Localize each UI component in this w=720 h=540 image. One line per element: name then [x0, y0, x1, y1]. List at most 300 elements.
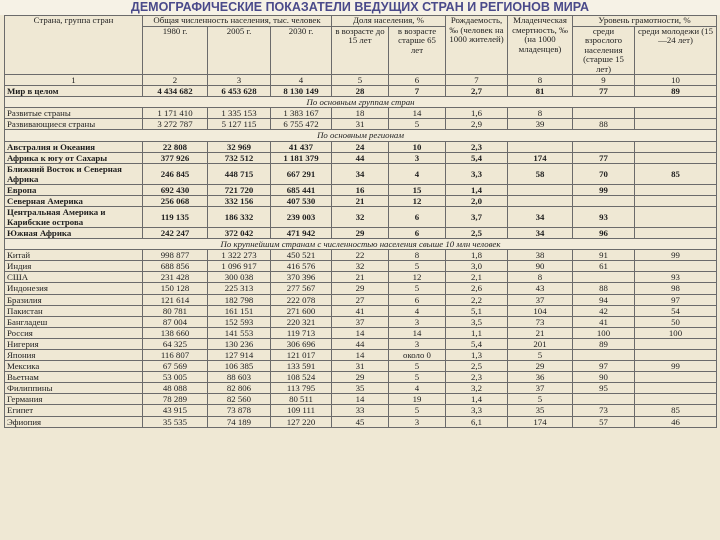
table-cell: 5: [508, 394, 573, 405]
table-cell: 89: [573, 338, 635, 349]
row-label: Египет: [5, 405, 143, 416]
table-cell: 12: [389, 195, 446, 206]
table-row: [5, 294, 717, 305]
table-cell: 21: [508, 327, 573, 338]
table-cell: 5: [508, 349, 573, 360]
table-cell: 4: [389, 163, 446, 184]
table-cell: [508, 195, 573, 206]
table-row: [5, 227, 717, 238]
table-cell: 33: [332, 405, 389, 416]
table-cell: [635, 141, 717, 152]
table-row: [5, 349, 717, 360]
table-cell: 377 926: [143, 152, 208, 163]
table-row: [5, 152, 717, 163]
table-cell: 239 003: [271, 206, 332, 227]
table-cell: 732 512: [208, 152, 271, 163]
header-birth-rate: Рождаемость, ‰ (человек на 1000 жителей): [446, 16, 508, 75]
row-label: Развитые страны: [5, 108, 143, 119]
column-number: 10: [635, 75, 717, 86]
header-row: [5, 16, 717, 27]
table-row: [5, 206, 717, 227]
table-row: [5, 141, 717, 152]
table-cell: 19: [389, 394, 446, 405]
section-row: [5, 97, 717, 108]
table-cell: 2,3: [446, 372, 508, 383]
table-cell: [573, 108, 635, 119]
table-cell: 231 428: [143, 272, 208, 283]
row-label: Африка к югу от Сахары: [5, 152, 143, 163]
section-row: [5, 130, 717, 141]
table-row: [5, 283, 717, 294]
table-cell: 31: [332, 361, 389, 372]
row-label: Китай: [5, 250, 143, 261]
table-cell: 416 576: [271, 261, 332, 272]
table-cell: 96: [573, 227, 635, 238]
table-cell: 4: [389, 305, 446, 316]
table-cell: 10: [389, 141, 446, 152]
table-cell: 5: [389, 283, 446, 294]
table-cell: 53 005: [143, 372, 208, 383]
table-cell: 100: [635, 327, 717, 338]
table-cell: 29: [332, 283, 389, 294]
table-cell: 2,5: [446, 361, 508, 372]
table-cell: 6 755 472: [271, 119, 332, 130]
table-cell: 688 856: [143, 261, 208, 272]
table-cell: 1,4: [446, 394, 508, 405]
table-cell: 161 151: [208, 305, 271, 316]
table-row: [5, 305, 717, 316]
column-number-row: [5, 75, 717, 86]
table-cell: [573, 195, 635, 206]
column-number: 1: [5, 75, 143, 86]
table-cell: 8: [508, 272, 573, 283]
table-cell: 22: [332, 250, 389, 261]
table-cell: 46: [635, 416, 717, 427]
table-cell: 14: [332, 327, 389, 338]
table-cell: 186 332: [208, 206, 271, 227]
table-cell: 73: [508, 316, 573, 327]
header-literacy: Уровень грамотности, %: [573, 16, 717, 27]
column-number: 5: [332, 75, 389, 86]
row-label: Европа: [5, 184, 143, 195]
table-cell: 67 569: [143, 361, 208, 372]
table-cell: 14: [332, 394, 389, 405]
table-cell: 61: [573, 261, 635, 272]
table-cell: 22 808: [143, 141, 208, 152]
table-cell: 5,4: [446, 338, 508, 349]
table-cell: 3 272 787: [143, 119, 208, 130]
table-cell: 407 530: [271, 195, 332, 206]
header-1980: 1980 г.: [143, 26, 208, 75]
table-cell: [635, 119, 717, 130]
header-2030: 2030 г.: [271, 26, 332, 75]
table-cell: 88 603: [208, 372, 271, 383]
table-cell: 104: [508, 305, 573, 316]
table-cell: 1,8: [446, 250, 508, 261]
table-cell: 8: [508, 108, 573, 119]
table-cell: 38: [508, 250, 573, 261]
table-cell: 97: [635, 294, 717, 305]
table-cell: 5,1: [446, 305, 508, 316]
table-cell: 29: [332, 372, 389, 383]
table-cell: 90: [573, 372, 635, 383]
table-cell: 113 795: [271, 383, 332, 394]
row-label: Южная Африка: [5, 227, 143, 238]
table-cell: 14: [389, 327, 446, 338]
table-row: [5, 272, 717, 283]
table-cell: 174: [508, 416, 573, 427]
table-cell: 89: [635, 86, 717, 97]
table-cell: 2,2: [446, 294, 508, 305]
table-cell: 41 437: [271, 141, 332, 152]
row-label: Россия: [5, 327, 143, 338]
table-cell: 4: [389, 383, 446, 394]
row-label: Бразилия: [5, 294, 143, 305]
table-cell: [635, 372, 717, 383]
row-label: Германия: [5, 394, 143, 405]
table-cell: 95: [573, 383, 635, 394]
table-cell: 2,1: [446, 272, 508, 283]
table-cell: 34: [332, 163, 389, 184]
table-cell: 106 385: [208, 361, 271, 372]
table-cell: 152 593: [208, 316, 271, 327]
table-cell: 300 038: [208, 272, 271, 283]
table-cell: 35 535: [143, 416, 208, 427]
table-row: [5, 195, 717, 206]
table-cell: 29: [508, 361, 573, 372]
table-row: [5, 316, 717, 327]
table-cell: 100: [573, 327, 635, 338]
table-cell: 2,9: [446, 119, 508, 130]
header-over-65: в возрасте старше 65 лет: [389, 26, 446, 75]
row-label: Эфиопия: [5, 416, 143, 427]
table-cell: 2,5: [446, 227, 508, 238]
section-row: [5, 239, 717, 250]
table-cell: 222 078: [271, 294, 332, 305]
table-cell: 27: [332, 294, 389, 305]
table-row: [5, 416, 717, 427]
table-cell: 42: [573, 305, 635, 316]
table-cell: 44: [332, 152, 389, 163]
table-cell: 31: [332, 119, 389, 130]
table-row: [5, 108, 717, 119]
table-cell: 1 171 410: [143, 108, 208, 119]
table-cell: 99: [573, 184, 635, 195]
table-cell: [635, 195, 717, 206]
table-cell: 225 313: [208, 283, 271, 294]
column-number: 2: [143, 75, 208, 86]
table-cell: 6: [389, 294, 446, 305]
table-cell: 70: [573, 163, 635, 184]
table-cell: 5,4: [446, 152, 508, 163]
table-cell: 24: [332, 141, 389, 152]
table-cell: 88: [573, 119, 635, 130]
table-cell: 1 383 167: [271, 108, 332, 119]
table-cell: 18: [332, 108, 389, 119]
row-label: Индонезия: [5, 283, 143, 294]
header-country: Страна, группа стран: [5, 16, 143, 75]
table-cell: 15: [389, 184, 446, 195]
table-cell: 127 914: [208, 349, 271, 360]
table-cell: 667 291: [271, 163, 332, 184]
table-cell: 127 220: [271, 416, 332, 427]
table-cell: 220 321: [271, 316, 332, 327]
table-row: [5, 327, 717, 338]
section-label: По основным регионам: [5, 130, 717, 141]
table-cell: 44: [332, 338, 389, 349]
table-cell: 138 660: [143, 327, 208, 338]
row-label: Австралия и Океания: [5, 141, 143, 152]
table-cell: 37: [332, 316, 389, 327]
table-cell: 37: [508, 383, 573, 394]
table-cell: 12: [389, 272, 446, 283]
table-cell: [508, 184, 573, 195]
table-cell: 130 236: [208, 338, 271, 349]
table-cell: 3: [389, 338, 446, 349]
table-row: [5, 338, 717, 349]
table-cell: 182 798: [208, 294, 271, 305]
table-cell: 108 524: [271, 372, 332, 383]
table-row: [5, 394, 717, 405]
table-cell: 29: [332, 227, 389, 238]
row-label: Центральная Америка и Карибские острова: [5, 206, 143, 227]
table-cell: 5: [389, 261, 446, 272]
table-cell: 1 335 153: [208, 108, 271, 119]
table-cell: 3,5: [446, 316, 508, 327]
row-label: Пакистан: [5, 305, 143, 316]
table-cell: 6: [389, 227, 446, 238]
row-label: Нигерия: [5, 338, 143, 349]
table-cell: 98: [635, 283, 717, 294]
table-cell: 57: [573, 416, 635, 427]
table-cell: 77: [573, 86, 635, 97]
table-cell: 82 806: [208, 383, 271, 394]
table-cell: 73: [573, 405, 635, 416]
table-cell: 80 781: [143, 305, 208, 316]
table-cell: 116 807: [143, 349, 208, 360]
table-cell: 150 128: [143, 283, 208, 294]
table-cell: [635, 152, 717, 163]
table-cell: 256 068: [143, 195, 208, 206]
table-cell: [573, 272, 635, 283]
table-cell: [508, 141, 573, 152]
table-cell: 1 096 917: [208, 261, 271, 272]
table-cell: 43: [508, 283, 573, 294]
row-label: Бангладеш: [5, 316, 143, 327]
header-share: Доля населения, %: [332, 16, 446, 27]
table-cell: 174: [508, 152, 573, 163]
table-cell: [635, 261, 717, 272]
table-cell: [635, 206, 717, 227]
table-cell: 4 434 682: [143, 86, 208, 97]
column-number: 9: [573, 75, 635, 86]
table-cell: 32 969: [208, 141, 271, 152]
table-cell: 3: [389, 416, 446, 427]
table-cell: 685 441: [271, 184, 332, 195]
table-cell: 45: [332, 416, 389, 427]
table-cell: [635, 394, 717, 405]
table-cell: 93: [573, 206, 635, 227]
table-row: [5, 184, 717, 195]
row-label: Развивающиеся страны: [5, 119, 143, 130]
table-cell: [573, 141, 635, 152]
table-cell: 14: [389, 108, 446, 119]
table-cell: 34: [508, 206, 573, 227]
table-cell: 93: [635, 272, 717, 283]
table-cell: 2,6: [446, 283, 508, 294]
header-population: Общая численность населения, тыс. человек: [143, 16, 332, 27]
table-cell: 28: [332, 86, 389, 97]
table-cell: 242 247: [143, 227, 208, 238]
table-cell: 97: [573, 361, 635, 372]
table-cell: 5: [389, 361, 446, 372]
demographic-table: [4, 15, 717, 428]
table-cell: 3,3: [446, 405, 508, 416]
table-cell: 1,4: [446, 184, 508, 195]
table-row: [5, 261, 717, 272]
row-label: Япония: [5, 349, 143, 360]
table-cell: 21: [332, 272, 389, 283]
table-cell: 201: [508, 338, 573, 349]
table-cell: 119 713: [271, 327, 332, 338]
table-cell: 32: [332, 261, 389, 272]
table-row: [5, 86, 717, 97]
table-cell: 1 181 379: [271, 152, 332, 163]
table-cell: 109 111: [271, 405, 332, 416]
table-cell: 3: [389, 152, 446, 163]
table-cell: 94: [573, 294, 635, 305]
header-under-15: в возрасте до 15 лет: [332, 26, 389, 75]
row-label: Мексика: [5, 361, 143, 372]
table-cell: 78 289: [143, 394, 208, 405]
table-cell: 450 521: [271, 250, 332, 261]
table-cell: 692 430: [143, 184, 208, 195]
row-label: США: [5, 272, 143, 283]
row-label: Мир в целом: [5, 86, 143, 97]
table-row: [5, 250, 717, 261]
table-cell: [635, 349, 717, 360]
column-number: 6: [389, 75, 446, 86]
row-label: Филиппины: [5, 383, 143, 394]
table-cell: 88: [573, 283, 635, 294]
table-cell: [573, 349, 635, 360]
column-number: 8: [508, 75, 573, 86]
table-cell: 50: [635, 316, 717, 327]
table-cell: 58: [508, 163, 573, 184]
section-label: По основным группам стран: [5, 97, 717, 108]
column-number: 4: [271, 75, 332, 86]
table-cell: 246 845: [143, 163, 208, 184]
table-cell: [635, 184, 717, 195]
table-cell: 91: [573, 250, 635, 261]
table-cell: [635, 383, 717, 394]
table-cell: 32: [332, 206, 389, 227]
table-cell: 6,1: [446, 416, 508, 427]
table-cell: 370 396: [271, 272, 332, 283]
table-cell: 3,2: [446, 383, 508, 394]
table-cell: 6 453 628: [208, 86, 271, 97]
table-cell: [573, 394, 635, 405]
table-cell: 3,7: [446, 206, 508, 227]
table-cell: 3,3: [446, 163, 508, 184]
column-number: 3: [208, 75, 271, 86]
table-cell: около 0: [389, 349, 446, 360]
header-adult-literacy: среди взрослого населения (старше 15 лет): [573, 26, 635, 75]
table-cell: 35: [508, 405, 573, 416]
table-cell: 332 156: [208, 195, 271, 206]
table-cell: 16: [332, 184, 389, 195]
header-youth-literacy: среди молодежи (15—24 лет): [635, 26, 717, 75]
table-cell: 85: [635, 163, 717, 184]
table-cell: [635, 338, 717, 349]
table-cell: 1,3: [446, 349, 508, 360]
table-cell: 80 511: [271, 394, 332, 405]
table-row: [5, 119, 717, 130]
table-cell: 3,0: [446, 261, 508, 272]
table-cell: 8: [389, 250, 446, 261]
row-label: Вьетнам: [5, 372, 143, 383]
table-cell: 7: [389, 86, 446, 97]
table-cell: 5 127 115: [208, 119, 271, 130]
table-cell: 2,0: [446, 195, 508, 206]
table-cell: 85: [635, 405, 717, 416]
table-cell: 133 591: [271, 361, 332, 372]
table-cell: 48 088: [143, 383, 208, 394]
table-row: [5, 405, 717, 416]
table-row: [5, 372, 717, 383]
table-cell: 2,7: [446, 86, 508, 97]
table-cell: 81: [508, 86, 573, 97]
table-cell: 99: [635, 361, 717, 372]
column-number: 7: [446, 75, 508, 86]
section-label: По крупнейшим странам с численностью населения свыше 10 млн человек: [5, 239, 717, 250]
table-cell: 77: [573, 152, 635, 163]
table-cell: 41: [573, 316, 635, 327]
table-cell: 998 877: [143, 250, 208, 261]
table-cell: 471 942: [271, 227, 332, 238]
table-cell: 34: [508, 227, 573, 238]
table-cell: 8 130 149: [271, 86, 332, 97]
table-cell: 5: [389, 372, 446, 383]
table-cell: 5: [389, 405, 446, 416]
table-cell: 2,3: [446, 141, 508, 152]
table-cell: 37: [508, 294, 573, 305]
table-cell: 141 553: [208, 327, 271, 338]
table-cell: 90: [508, 261, 573, 272]
table-cell: 74 189: [208, 416, 271, 427]
table-cell: 721 720: [208, 184, 271, 195]
table-cell: 6: [389, 206, 446, 227]
table-cell: 43 915: [143, 405, 208, 416]
table-cell: 35: [332, 383, 389, 394]
document-title: ДЕМОГРАФИЧЕСКИЕ ПОКАЗАТЕЛИ ВЕДУЩИХ СТРАН И РЕГИОНОВ МИРА: [0, 0, 720, 15]
table-cell: 121 017: [271, 349, 332, 360]
table-cell: 64 325: [143, 338, 208, 349]
table-cell: 1,1: [446, 327, 508, 338]
table-cell: 448 715: [208, 163, 271, 184]
row-label: Ближний Восток и Северная Африка: [5, 163, 143, 184]
table-cell: 271 600: [271, 305, 332, 316]
table-cell: 277 567: [271, 283, 332, 294]
table-cell: 99: [635, 250, 717, 261]
table-cell: [635, 108, 717, 119]
table-cell: 1,6: [446, 108, 508, 119]
header-2005: 2005 г.: [208, 26, 271, 75]
table-cell: 73 878: [208, 405, 271, 416]
row-label: Индия: [5, 261, 143, 272]
row-label: Северная Америка: [5, 195, 143, 206]
table-cell: [635, 227, 717, 238]
